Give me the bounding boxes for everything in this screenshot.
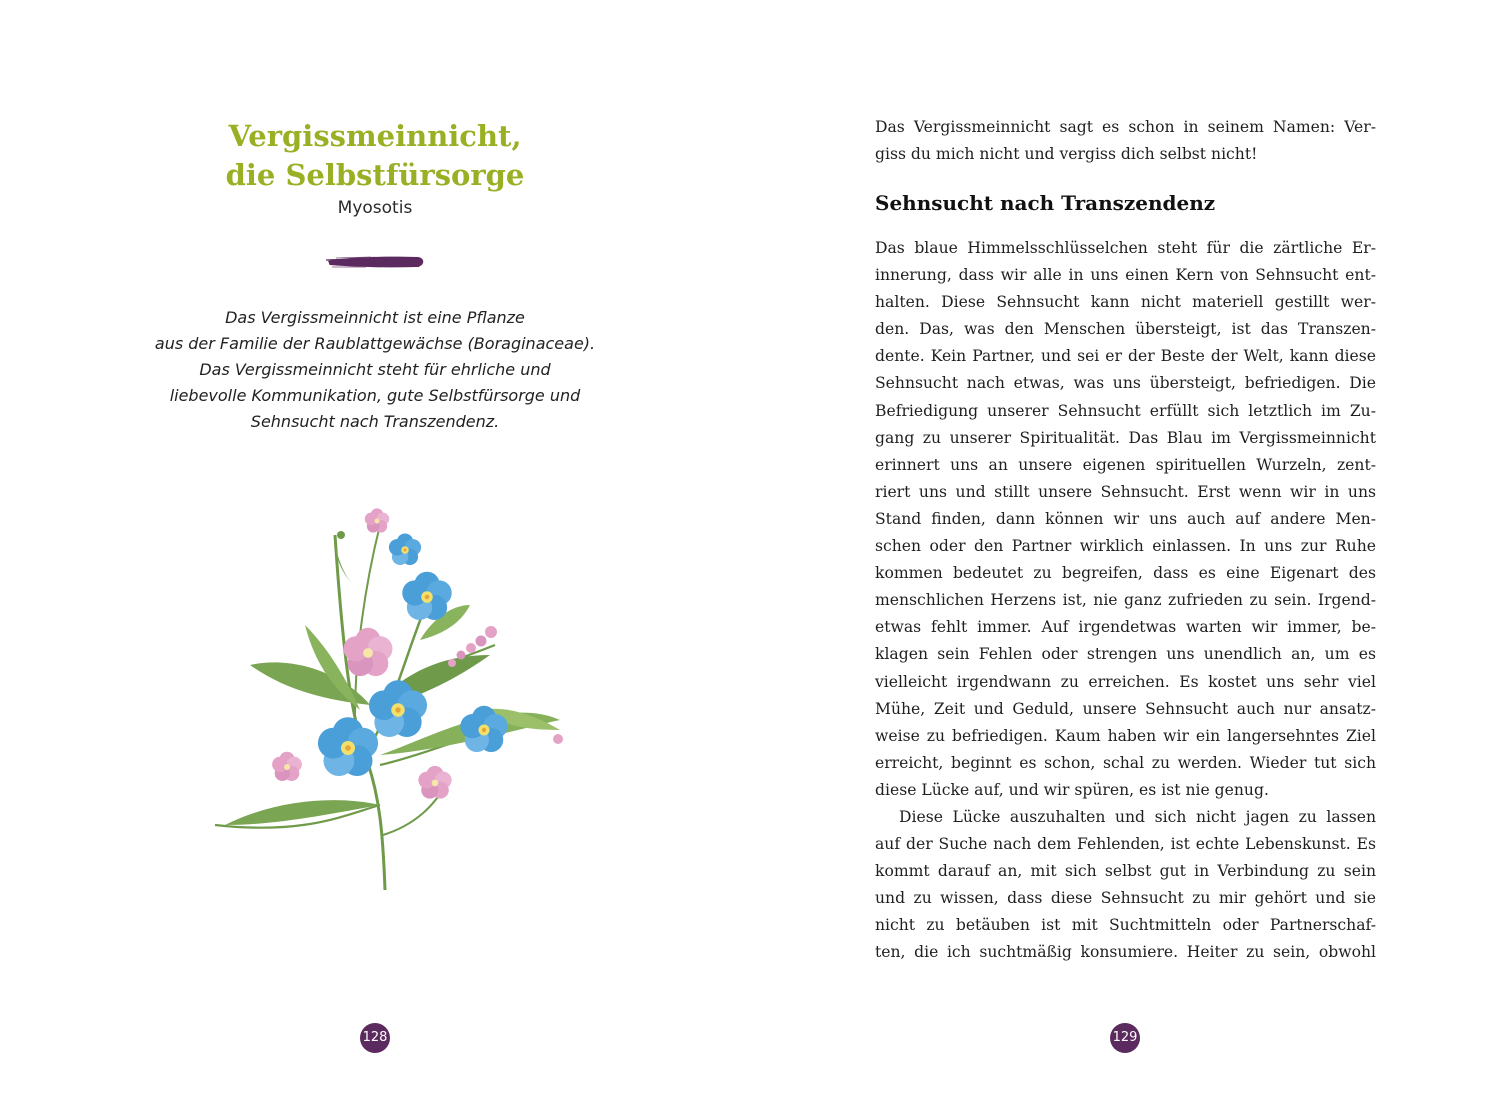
text-line: innerung, dass wir alle in uns einen Kern von Sehnsucht ent- <box>875 266 1376 285</box>
text-line: erinnert uns an unsere eigenen spirituellen Wurzeln, zent- <box>875 455 1376 474</box>
right-page <box>750 0 1500 1097</box>
text-line: gang zu unserer Spiritualität. Das Blau im Vergissmeinnicht <box>875 428 1376 447</box>
plant-title <box>0 117 750 195</box>
text-line: riert uns und stillt unsere Sehnsucht. Erst wenn wir in uns <box>875 482 1376 501</box>
text-line: erreicht, beginnt es schon, schal zu werden. Wieder tut sich <box>875 753 1376 772</box>
text-line: kommen bedeutet zu begreifen, dass es eine Eigenart des <box>875 564 1376 583</box>
opening-paragraph <box>875 114 1376 168</box>
brush-stroke-divider-icon <box>326 252 426 272</box>
plant-intro <box>0 305 750 435</box>
page-number: 129 <box>1110 1023 1140 1053</box>
plant-title-line-1: Vergissmeinnicht, <box>228 119 522 153</box>
text-line: schen oder den Partner wirklich einlassen. In uns zur Ruhe <box>875 537 1376 556</box>
text-line: Das blaue Himmelsschlüsselchen steht für die zärtliche Er- <box>875 239 1376 257</box>
text-line: klagen sein Fehlen oder strengen uns unendlich an, um es <box>875 645 1376 664</box>
text-line: Mühe, Zeit und Geduld, unsere Sehnsucht auch nur ansatz- <box>875 699 1376 718</box>
text-line: diese Lücke auf, und wir spüren, es ist nie genug. <box>875 780 1269 799</box>
latin-name: Myosotis <box>337 198 413 218</box>
intro-line: liebevolle Kommunikation, gute Selbstfürsorge und <box>169 386 581 405</box>
text-line: Diese Lücke auszuhalten und sich nicht jagen zu lassen <box>899 807 1376 826</box>
forget-me-not-illustration-icon <box>205 505 575 900</box>
page-number: 128 <box>360 1023 390 1053</box>
text-line: weise zu befriedigen. Kaum haben wir ein langersehntes Ziel <box>875 726 1376 745</box>
text-line: Das Vergissmeinnicht sagt es schon in seinem Namen: Ver- <box>875 118 1376 136</box>
plant-title-line-2: die Selbstfürsorge <box>225 158 525 192</box>
body-text <box>875 235 1376 967</box>
intro-line: Das Vergissmeinnicht ist eine Pflanze <box>225 308 525 327</box>
text-line: menschlichen Herzens ist, nie ganz zufrieden zu sein. Irgend- <box>875 591 1376 610</box>
text-line: kommt darauf an, mit sich selbst gut in Verbindung zu sein <box>875 862 1376 881</box>
intro-line: aus der Familie der Raublattgewächse (Boraginaceae). <box>154 334 596 353</box>
text-line: ten, die ich suchtmäßig konsumiere. Heiter zu sein, obwohl <box>875 943 1376 962</box>
text-line: Befriedigung unserer Sehnsucht erfüllt sich letztlich im Zu- <box>875 401 1376 420</box>
text-line: und zu wissen, dass diese Sehnsucht zu mir gehört und sie <box>875 889 1376 908</box>
intro-line: Das Vergissmeinnicht steht für ehrliche und <box>199 360 551 379</box>
text-line: Stand finden, dann können wir uns auch auf andere Men- <box>875 509 1376 528</box>
text-line: Sehnsucht nach etwas, was uns übersteigt, befriedigen. Die <box>875 374 1376 393</box>
text-line: etwas fehlt immer. Auf irgendetwas warten wir immer, be- <box>875 618 1376 637</box>
intro-line: Sehnsucht nach Transzendenz. <box>250 412 500 431</box>
text-line: giss du mich nicht und vergiss dich selbst nicht! <box>875 145 1258 164</box>
text-line: halten. Diese Sehnsucht kann nicht materiell gestillt wer- <box>875 293 1376 312</box>
text-line: auf der Suche nach dem Fehlenden, ist echte Lebenskunst. Es <box>875 835 1376 854</box>
text-line: den. Das, was den Menschen übersteigt, ist das Transzen- <box>875 320 1376 339</box>
section-heading: Sehnsucht nach Transzendenz <box>875 191 1216 215</box>
text-line: nicht zu betäuben ist mit Suchtmitteln oder Partnerschaf- <box>875 916 1376 935</box>
text-line: dente. Kein Partner, und sei er der Beste der Welt, kann diese <box>875 347 1376 366</box>
text-line: vielleicht irgendwann zu erreichen. Es kostet uns sehr viel <box>875 672 1376 691</box>
